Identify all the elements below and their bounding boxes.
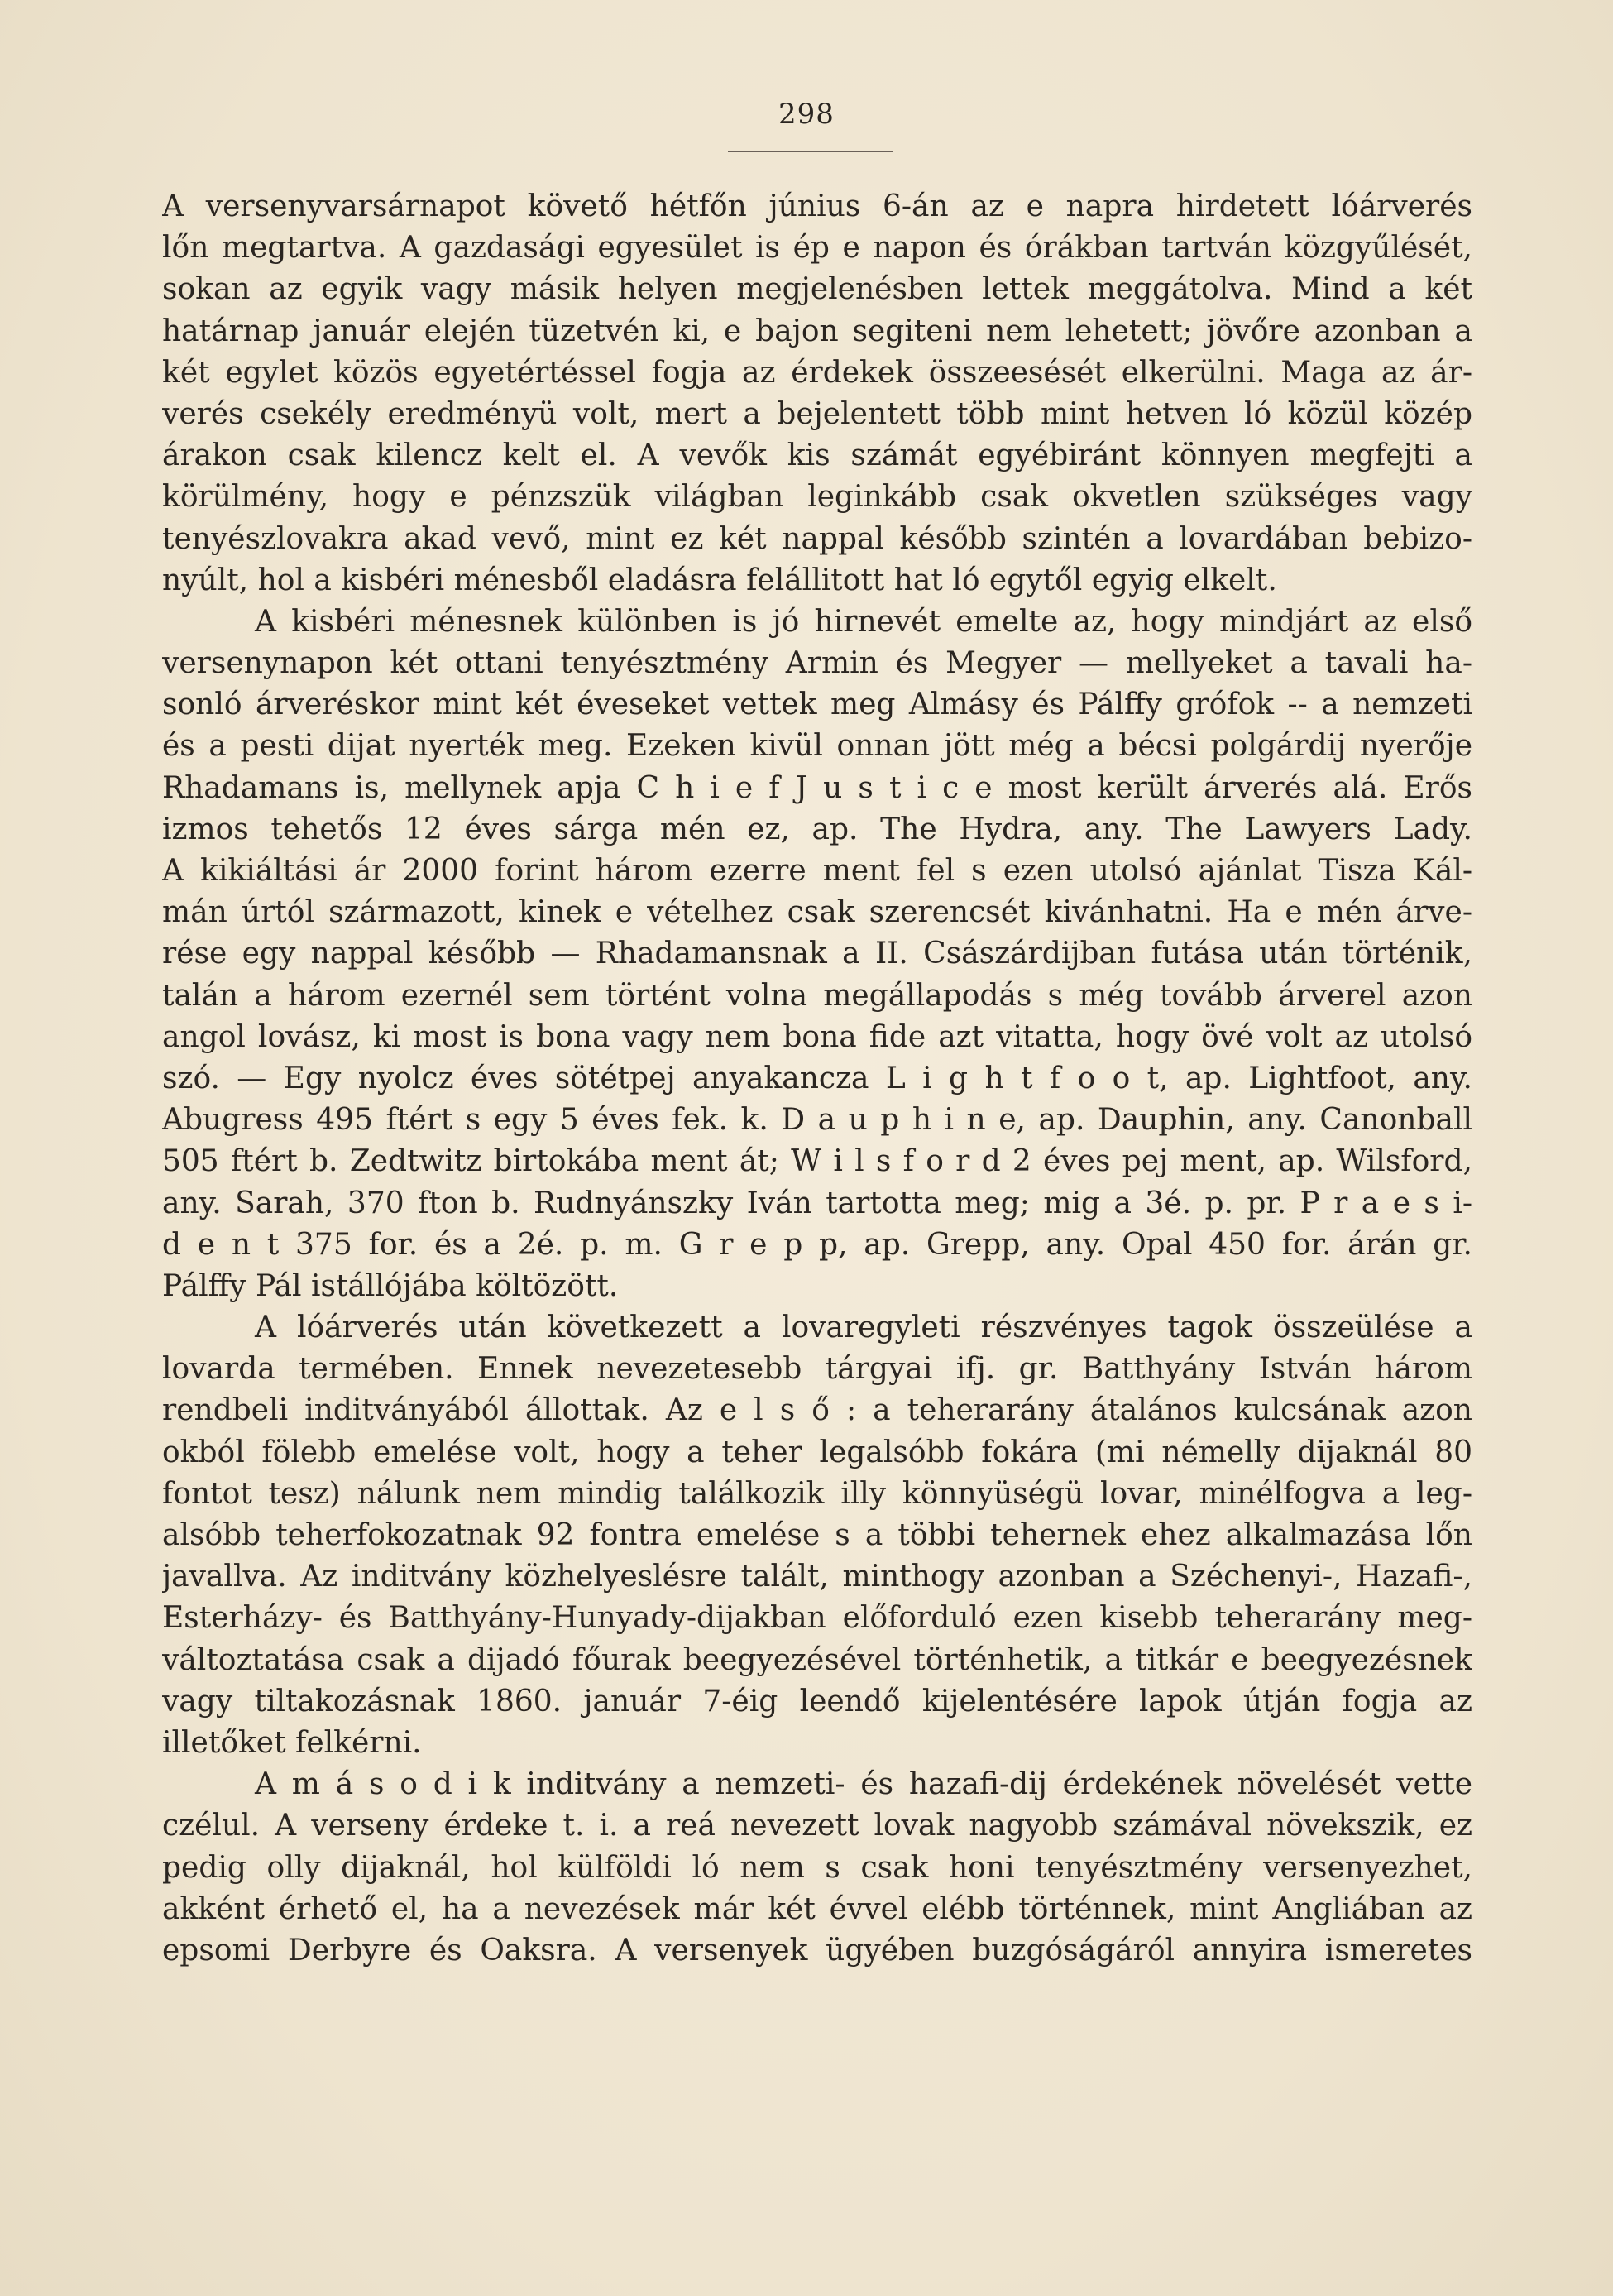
text-line: tenyészlovakra akad vevő, mint ez két nappal később szintén a lovardában bebizo- (162, 521, 1472, 556)
text-line: verés csekély eredményü volt, mert a bejelentett több mint hetven ló közül közép (162, 396, 1472, 431)
text-line: versenynapon két ottani tenyésztmény Armin és Megyer — mellyeket a tavali ha- (162, 646, 1472, 681)
text-line: alsóbb teherfokozatnak 92 fontra emelése s a többi tehernek ehez alkalmazása lőn (162, 1518, 1472, 1552)
paragraph-4 (162, 1764, 1472, 1972)
text-line: rése egy nappal később — Rhadamansnak a II. Császárdijban futása után történik, (162, 937, 1472, 971)
text-line: okból fölebb emelése volt, hogy a teher legalsóbb fokára (mi némelly dijaknál 80 (162, 1435, 1472, 1469)
text-line: A lóárverés után következett a lovaregyleti részvényes tagok összeülése a (255, 1311, 1472, 1345)
text-line: A versenyvarsárnapot követő hétfőn június 6-án az e napra hirdetett lóárverés (162, 189, 1472, 223)
text-line: javallva. Az inditvány közhelyeslésre talált, minthogy azonban a Széchenyi-, Hazafi-, (162, 1560, 1472, 1594)
text-line: d e n t 375 for. és a 2é. p. m. G r e p p, ap. Grepp, any. Opal 450 for. árán gr. (162, 1227, 1472, 1262)
text-line: izmos tehetős 12 éves sárga mén ez, ap. The Hydra, any. The Lawyers Lady. (162, 812, 1472, 846)
text-line: rendbeli inditványából állottak. Az e l s ő : a teherarány átalános kulcsának azon (162, 1393, 1472, 1428)
text-line: Esterházy- és Batthyány-Hunyady-dijakban előforduló ezen kisebb teherarány meg- (162, 1601, 1472, 1636)
text-line: A kisbéri ménesnek különben is jó hirnevét emelte az, hogy mindjárt az első (255, 604, 1472, 639)
text-line: mán úrtól származott, kinek e vételhez csak szerencsét kivánhatni. Ha e mén árve- (162, 895, 1472, 930)
text-line: fontot tesz) nálunk nem mindig találkozik illy könnyüségü lovar, minélfogva a leg- (162, 1476, 1472, 1511)
text-line: illetőket felkérni. (162, 1725, 422, 1760)
text-line: pedig olly dijaknál, hol külföldi ló nem s csak honi tenyésztmény versenyezhet, (162, 1850, 1472, 1885)
text-line: Rhadamans is, mellynek apja C h i e f J u s t i c e most került árverés alá. Erős (162, 770, 1472, 805)
text-line: határnap január elején tüzetvén ki, e bajon segiteni nem lehetett; jövőre azonban a (162, 314, 1472, 348)
paragraph-2 (162, 602, 1472, 1307)
header-rule (728, 151, 893, 152)
text-line: nyúlt, hol a kisbéri ménesből eladásra felállitott hat ló egytől egyig elkelt. (162, 563, 1277, 597)
text-line: Abugress 495 ftért s egy 5 éves fek. k. D a u p h i n e, ap. Dauphin, any. Canonball (162, 1103, 1472, 1138)
text-line: 505 ftért b. Zedtwitz birtokába ment át; W i l s f o r d 2 éves pej ment, ap. Wilsford, (162, 1144, 1472, 1179)
text-line: vagy tiltakozásnak 1860. január 7-éig leendő kijelentésére lapok útján fogja az (162, 1684, 1472, 1718)
text-line: körülmény, hogy e pénzszük világban leginkább csak okvetlen szükséges vagy (162, 480, 1472, 515)
text-line: czélul. A verseny érdeke t. i. a reá nevezett lovak nagyobb számával növekszik, ez (162, 1809, 1472, 1843)
text-line: Pálffy Pál istállójába költözött. (162, 1268, 619, 1303)
text-line: lovarda termében. Ennek nevezetesebb tárgyai ifj. gr. Batthyány István három (162, 1352, 1472, 1387)
paragraph-3 (162, 1307, 1472, 1764)
paragraph-1 (162, 186, 1472, 602)
text-line: és a pesti dijat nyerték meg. Ezeken kivül onnan jött még a bécsi polgárdij nyerője (162, 729, 1472, 764)
text-line: változtatása csak a dijadó főurak beegyezésével történhetik, a titkár e beegyezésnek (162, 1642, 1472, 1677)
text-line: sonló árveréskor mint két éveseket vettek meg Almásy és Pálffy grófok -- a nemzeti (162, 688, 1472, 722)
text-line: any. Sarah, 370 fton b. Rudnyánszky Iván tartotta meg; mig a 3é. p. pr. P r a e s i- (162, 1186, 1472, 1220)
text-line: talán a három ezernél sem történt volna megállapodás s még tovább árverel azon (162, 978, 1472, 1013)
text-line: két egylet közös egyetértéssel fogja az érdekek összeesését elkerülni. Maga az ár- (162, 355, 1472, 390)
text-line: árakon csak kilencz kelt el. A vevők kis számát egyébiránt könnyen megfejti a (162, 439, 1472, 473)
text-line: szó. — Egy nyolcz éves sötétpej anyakancza L i g h t f o o t, ap. Lightfoot, any. (162, 1061, 1472, 1095)
text-line: akként érhető el, ha a nevezések már két évvel elébb történnek, mint Angliában az (162, 1891, 1472, 1926)
page-number: 298 (778, 98, 835, 131)
text-line: sokan az egyik vagy másik helyen megjelenésben lettek meggátolva. Mind a két (162, 272, 1472, 307)
text-line: A m á s o d i k inditvány a nemzeti- és hazafi-dij érdekének növelését vette (255, 1767, 1472, 1802)
text-line: angol lovász, ki most is bona vagy nem bona fide azt vitatta, hogy övé volt az utolsó (162, 1019, 1472, 1054)
body-text (162, 186, 1472, 1972)
text-line: A kikiáltási ár 2000 forint három ezerre ment fel s ezen utolsó ajánlat Tisza Kál- (162, 854, 1472, 888)
text-line: epsomi Derbyre és Oaksra. A versenyek ügyében buzgóságáról annyira ismeretes (162, 1933, 1472, 1968)
text-line: lőn megtartva. A gazdasági egyesület is ép e napon és órákban tartván közgyűlését, (162, 231, 1472, 266)
